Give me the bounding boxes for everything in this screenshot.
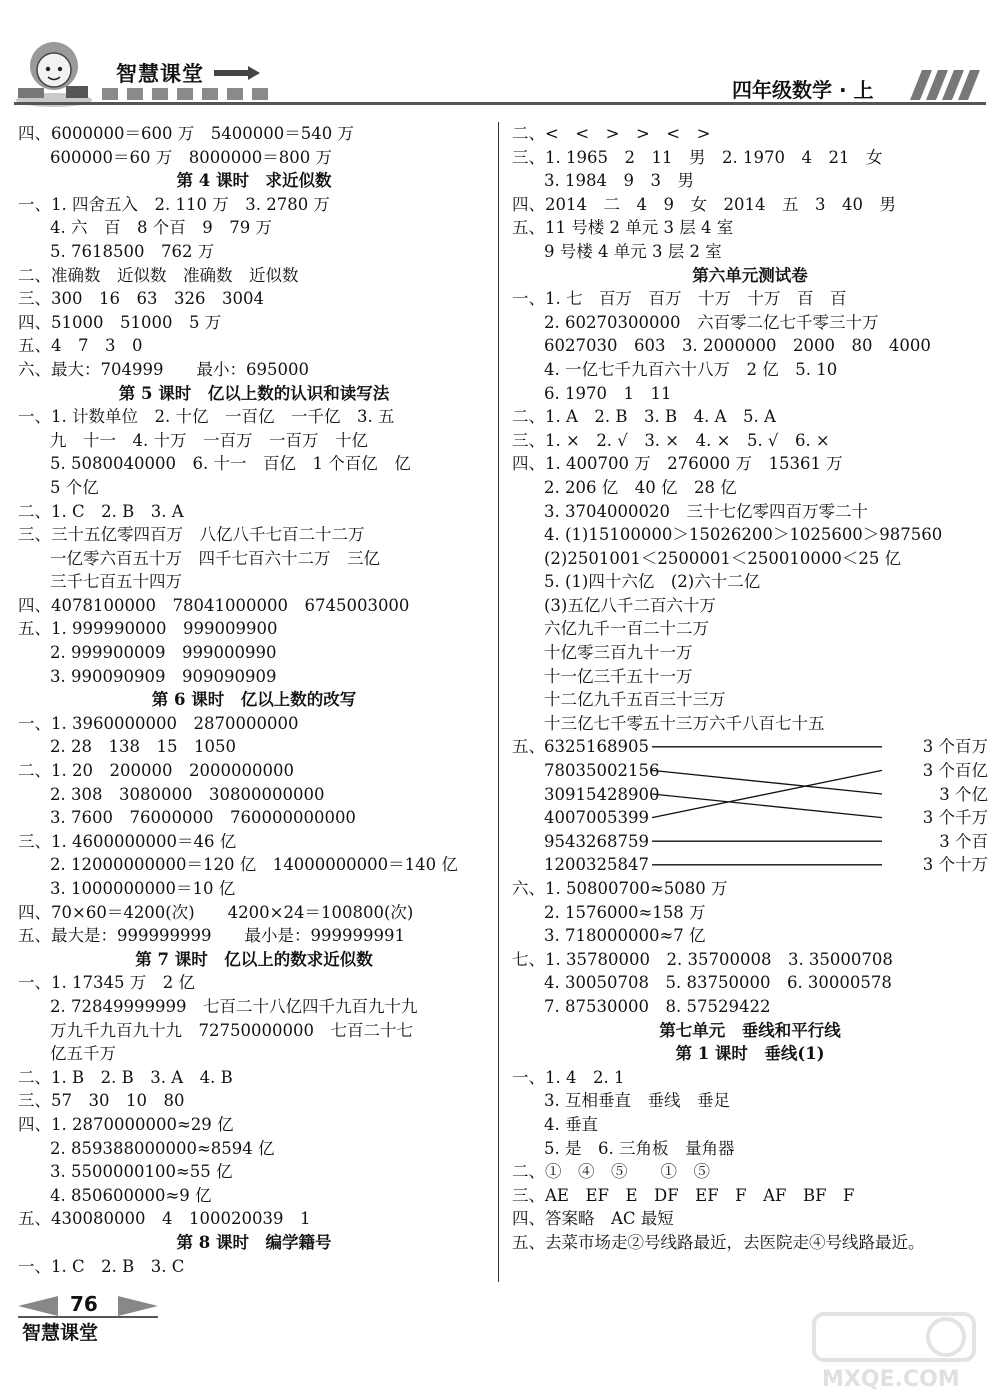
answer-line: 四、答案略 AC 最短 <box>512 1209 674 1229</box>
answer-line: 5 个亿 <box>50 477 99 497</box>
answer-line: 五、4 7 3 0 <box>18 336 143 356</box>
answer-line: 一亿零六百五十万 四千七百六十二万 三亿 <box>50 548 380 568</box>
answer-line: 9 号楼 4 单元 3 层 2 室 <box>544 241 722 261</box>
answer-line: 三、300 16 63 326 3004 <box>18 289 264 309</box>
answer-line: 四、1. 400700 万 276000 万 15361 万 <box>512 454 843 474</box>
header-squares <box>102 88 268 100</box>
matching-label: 五、 <box>512 737 545 757</box>
answer-line: 二、1. A 2. B 3. B 4. A 5. A <box>512 407 776 427</box>
answer-line: 三、57 30 10 80 <box>18 1091 185 1111</box>
section-heading: 第 7 课时 亿以上的数求近似数 <box>135 949 373 969</box>
answer-line: 4. 垂直 <box>544 1114 598 1134</box>
right-column <box>512 122 988 1255</box>
answer-line: 二、① ④ ⑤ ① ⑤ <box>512 1162 710 1182</box>
answer-line: 一、1. 计数单位 2. 十亿 一百亿 一千亿 3. 五 <box>18 407 395 427</box>
page-header <box>0 0 1000 125</box>
answer-line: 三、AE EF E DF EF F AF BF F <box>512 1185 855 1205</box>
match-left-item: 78035002156 <box>544 761 660 781</box>
answer-line: 2. 60270300000 六百零二亿七千零三十万 <box>544 312 879 332</box>
answer-line: 亿五千万 <box>50 1044 116 1064</box>
match-left-item: 1200325847 <box>544 855 649 875</box>
answer-line: 十二亿九千五百三十三万 <box>544 690 726 710</box>
footer-brand: 智慧课堂 <box>22 1322 99 1344</box>
answer-line: 四、70×60＝4200(次) 4200×24＝100800(次) <box>18 902 414 922</box>
answer-line: 四、2014 二 4 9 女 2014 五 3 40 男 <box>512 194 896 214</box>
section-heading: 第 4 课时 求近似数 <box>176 171 332 191</box>
answer-line: 四、4078100000 78041000000 6745003000 <box>18 595 410 615</box>
answer-line: 3. 互相垂直 垂线 垂足 <box>544 1091 730 1111</box>
match-right-item: 3 个十万 <box>922 855 988 875</box>
answer-line: 十亿零三百九十一万 <box>544 643 693 663</box>
answer-line: 2. 1576000≈158 万 <box>544 902 706 922</box>
answer-line: 三、三十五亿零四百万 八亿八千七百二十二万 <box>18 525 365 545</box>
watermark-logo <box>810 1308 980 1394</box>
answer-line: 三、1. 4600000000＝46 亿 <box>18 831 237 851</box>
svg-text:MXQE.COM: MXQE.COM <box>822 1367 960 1392</box>
answer-line: 四、1. 2870000000≈29 亿 <box>18 1114 234 1134</box>
answer-line: 三千七百五十四万 <box>50 572 182 592</box>
answer-line: 3. 990090909 909090909 <box>50 666 277 686</box>
answer-line: 二、< < > > < > <box>512 124 711 143</box>
answer-line: 十一亿三千五十一万 <box>544 666 693 686</box>
match-right-item: 3 个千万 <box>922 808 988 828</box>
answer-line: 5. 7618500 762 万 <box>50 241 215 261</box>
answer-line: 4. 30050708 5. 83750000 6. 30000578 <box>544 973 892 993</box>
answer-line: 3. 1984 9 3 男 <box>544 171 694 191</box>
answer-line: 七、1. 35780000 2. 35700008 3. 35000708 <box>512 949 893 969</box>
answer-line: 万九千九百九十九 72750000000 七百二十七 <box>50 1020 413 1040</box>
section-heading: 第 5 课时 亿以上数的认识和读写法 <box>118 383 390 403</box>
answer-line: 二、1. C 2. B 3. A <box>18 501 184 521</box>
answer-line: 四、6000000＝600 万 5400000＝540 万 <box>18 124 354 143</box>
answer-line: 2. 206 亿 40 亿 28 亿 <box>544 477 737 497</box>
section-heading: 第 6 课时 亿以上数的改写 <box>151 690 357 710</box>
answer-line: (3)五亿八千二百六十万 <box>544 595 716 615</box>
answer-line: 六、1. 50800700≈5080 万 <box>512 879 728 899</box>
section-heading: 第 8 课时 编学籍号 <box>176 1232 332 1252</box>
answer-line: 一、1. C 2. B 3. C <box>18 1256 185 1276</box>
section-heading: 第 1 课时 垂线(1) <box>675 1044 825 1064</box>
page-number: 76 <box>70 1292 98 1316</box>
left-column <box>18 122 490 1278</box>
answer-line: 五、最大是：999999999 最小是：999999991 <box>18 926 405 946</box>
answer-line: 6027030 603 3. 2000000 2000 80 4000 <box>544 336 931 356</box>
right-bottom-answers <box>512 877 988 1255</box>
answer-line: 4. 六 百 8 个百 9 79 万 <box>50 218 272 238</box>
section-heading: 第七单元 垂线和平行线 <box>659 1020 841 1040</box>
section-heading: 第六单元测试卷 <box>692 265 808 285</box>
answer-line: 十三亿七千零五十三万六千八百七十五 <box>544 713 825 733</box>
answer-line: 5. 5080040000 6. 十一 百亿 1 个百亿 亿 <box>50 454 411 474</box>
answer-line: 四、51000 51000 5 万 <box>18 312 222 332</box>
answer-line: 2. 859388000000≈8594 亿 <box>50 1138 275 1158</box>
answer-line: 二、1. B 2. B 3. A 4. B <box>18 1067 233 1087</box>
answer-line: 2. 308 3080000 30800000000 <box>50 784 325 804</box>
answer-line: 一、1. 17345 万 2 亿 <box>18 973 195 993</box>
answer-line: 一、1. 七 百万 百万 十万 十万 百 百 <box>512 289 847 309</box>
header-subject: 四年级数学 · 上 <box>732 78 874 102</box>
answer-line: 3. 718000000≈7 亿 <box>544 926 706 946</box>
answer-line: 3. 5500000100≈55 亿 <box>50 1162 233 1182</box>
answer-line: 2. 12000000000＝120 亿 14000000000＝140 亿 <box>50 855 458 875</box>
match-right-item: 3 个百亿 <box>922 761 988 781</box>
match-left-item: 30915428900 <box>544 784 660 804</box>
answer-line: 六、最大：704999 最小：695000 <box>18 359 309 379</box>
answer-line: 三、1. × 2. √ 3. × 4. × 5. √ 6. × <box>512 430 830 450</box>
answer-line: 2. 999900009 999000990 <box>50 643 277 663</box>
match-connector-line <box>652 771 882 795</box>
answer-line: 600000＝60 万 8000000＝800 万 <box>50 147 332 167</box>
match-left-item: 6325168905 <box>544 737 649 757</box>
answer-line: 7. 87530000 8. 57529422 <box>544 997 771 1016</box>
answer-line: 一、1. 四舍五入 2. 110 万 3. 2780 万 <box>18 194 330 214</box>
answer-line: 5. 是 6. 三角板 量角器 <box>544 1138 735 1158</box>
answer-line: 4. 一亿七千九百六十八万 2 亿 5. 10 <box>544 359 838 379</box>
match-right-item: 3 个亿 <box>939 784 988 804</box>
mascot-girl-icon <box>14 38 96 108</box>
answer-line: 二、1. 20 200000 2000000000 <box>18 761 294 781</box>
answer-line: 6. 1970 1 11 <box>544 383 672 403</box>
arrow-right-icon <box>214 66 260 80</box>
header-rule <box>14 102 986 105</box>
answer-line: 三、1. 1965 2 11 男 2. 1970 4 21 女 <box>512 147 883 167</box>
answer-line: 3. 3704000020 三十七亿零四百万零二十 <box>544 501 868 521</box>
answer-line: 3. 7600 76000000 760000000000 <box>50 808 356 828</box>
answer-line: (2)2501001＜2500001＜250010000＜25 亿 <box>544 548 902 568</box>
answer-line: 3. 1000000000＝10 亿 <box>50 879 236 898</box>
answer-line: 九 十一 4. 十万 一百万 一百万 十亿 <box>50 430 368 450</box>
answer-line: 六亿九千一百二十二万 <box>544 619 709 639</box>
answer-line: 5. (1)四十六亿 (2)六十二亿 <box>544 572 761 592</box>
match-connector-line <box>652 794 882 818</box>
answer-line: 2. 72849999999 七百二十八亿四千九百九十九 <box>50 996 418 1016</box>
answer-line: 五、去菜市场走②号线路最近，去医院走④号线路最近。 <box>512 1232 925 1252</box>
answer-line: 2. 28 138 15 1050 <box>50 737 236 757</box>
answer-line: 五、1. 999990000 999009900 <box>18 619 278 639</box>
slash-decoration-icon <box>900 70 980 100</box>
match-connector-line <box>652 771 882 818</box>
footer-arrows-icon <box>18 1294 158 1318</box>
matching-exercise <box>512 735 988 877</box>
match-left-item: 9543268759 <box>544 831 649 851</box>
header-brand: 智慧课堂 <box>116 62 204 86</box>
answer-line: 4. 850600000≈9 亿 <box>50 1185 212 1205</box>
match-right-item: 3 个百万 <box>922 737 988 757</box>
right-top-answers <box>512 122 988 735</box>
answer-line: 五、430080000 4 100020039 1 <box>18 1209 311 1229</box>
match-right-item: 3 个百 <box>939 831 988 851</box>
match-left-item: 4007005399 <box>544 808 649 828</box>
answer-line: 一、1. 4 2. 1 <box>512 1067 625 1087</box>
answer-line: 一、1. 3960000000 2870000000 <box>18 713 299 733</box>
answer-line: 五、11 号楼 2 单元 3 层 4 室 <box>512 218 734 238</box>
column-divider <box>498 122 499 1282</box>
answer-line: 4. (1)15100000＞15026200＞1025600＞987560 <box>544 525 943 545</box>
answer-line: 二、准确数 近似数 准确数 近似数 <box>18 265 299 285</box>
